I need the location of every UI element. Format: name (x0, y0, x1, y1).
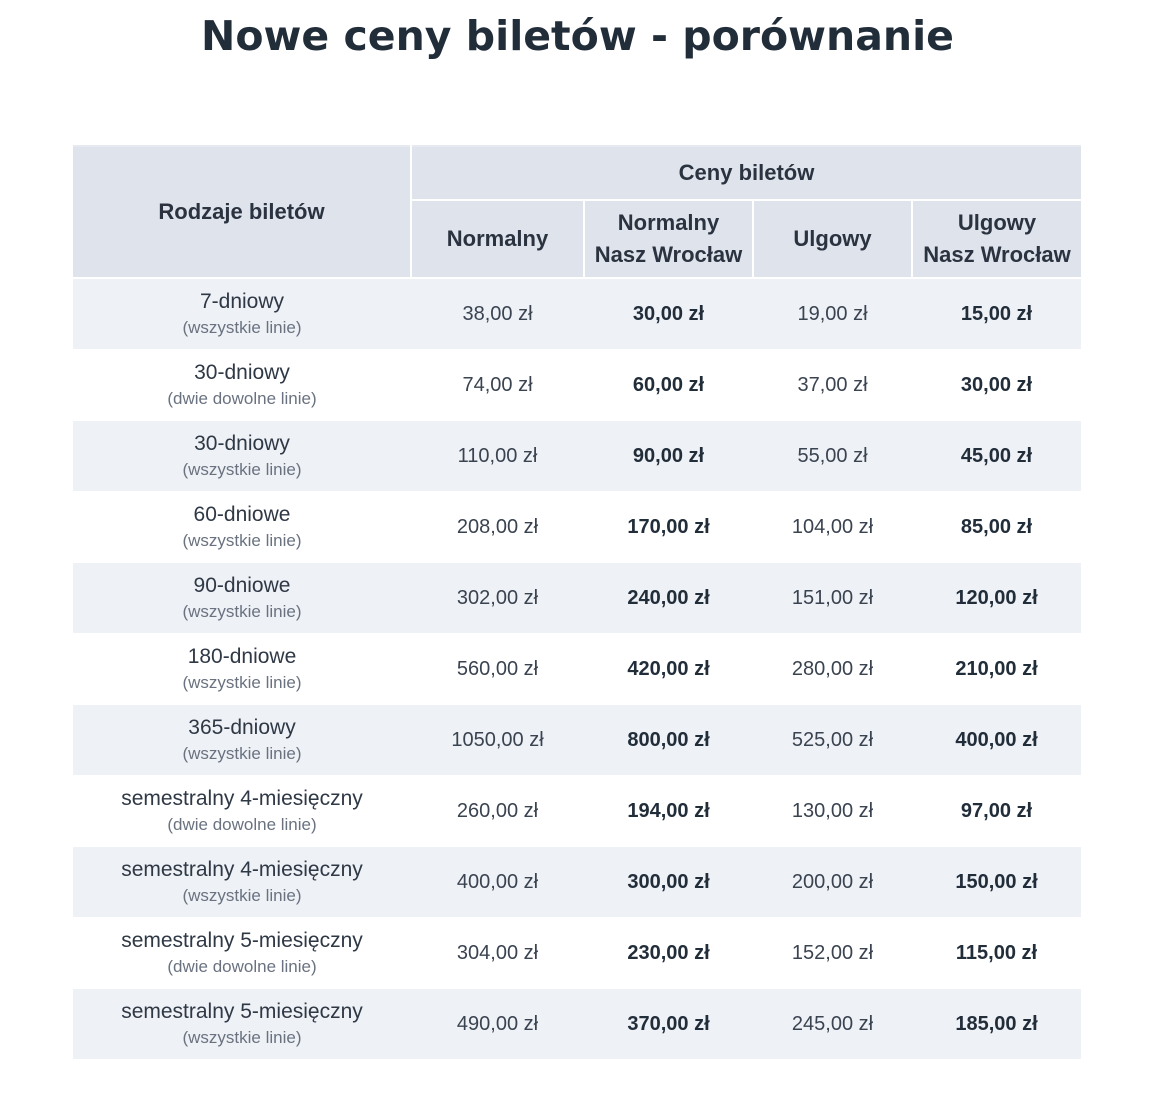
price-ulgowy: 200,00 zł (753, 847, 912, 918)
price-ulgowy-nasz-wroclaw: 210,00 zł (912, 634, 1081, 705)
price-normalny: 260,00 zł (411, 776, 584, 847)
price-normalny: 400,00 zł (411, 847, 584, 918)
price-ulgowy-nasz-wroclaw: 115,00 zł (912, 918, 1081, 989)
header-normalny-nasz-wroclaw (584, 200, 753, 278)
ticket-type-cell (73, 776, 411, 847)
price-ulgowy: 37,00 zł (753, 350, 912, 421)
price-ulgowy: 19,00 zł (753, 278, 912, 350)
header-normalny-nw-line2: Nasz Wrocław (594, 242, 743, 267)
price-ulgowy: 525,00 zł (753, 705, 912, 776)
header-normalny-nw-line1: Normalny (617, 210, 720, 235)
ticket-scope: (wszystkie linie) (182, 318, 302, 337)
ticket-type-cell (73, 705, 411, 776)
ticket-type-cell (73, 847, 411, 918)
table-row (73, 278, 1081, 350)
ticket-name: 7-dniowy (199, 290, 285, 313)
price-normalny: 1050,00 zł (411, 705, 584, 776)
price-ulgowy-nasz-wroclaw: 30,00 zł (912, 350, 1081, 421)
price-ulgowy-nasz-wroclaw: 120,00 zł (912, 563, 1081, 634)
table-row (73, 705, 1081, 776)
price-ulgowy: 151,00 zł (753, 563, 912, 634)
ticket-name: 180-dniowe (187, 645, 297, 668)
price-ulgowy: 245,00 zł (753, 989, 912, 1060)
table-header (73, 146, 1081, 278)
ticket-scope: (wszystkie linie) (182, 744, 302, 763)
price-normalny-nasz-wroclaw: 30,00 zł (584, 278, 753, 350)
ticket-scope: (wszystkie linie) (182, 673, 302, 692)
ticket-name: 90-dniowe (193, 574, 291, 597)
price-ulgowy: 280,00 zł (753, 634, 912, 705)
price-ulgowy: 152,00 zł (753, 918, 912, 989)
ticket-name: 365-dniowy (188, 716, 296, 739)
ticket-name: 30-dniowy (194, 361, 290, 384)
ticket-scope: (wszystkie linie) (182, 531, 302, 550)
price-ulgowy-nasz-wroclaw: 185,00 zł (912, 989, 1081, 1060)
table-row (73, 918, 1081, 989)
header-ulgowy-nasz-wroclaw (912, 200, 1081, 278)
ticket-scope: (wszystkie linie) (182, 1028, 302, 1047)
table-row (73, 989, 1081, 1060)
ticket-scope: (wszystkie linie) (182, 602, 302, 621)
ticket-type-cell (73, 278, 411, 350)
table-row (73, 776, 1081, 847)
price-ulgowy-nasz-wroclaw: 97,00 zł (912, 776, 1081, 847)
price-ulgowy-nasz-wroclaw: 85,00 zł (912, 492, 1081, 563)
table-body (73, 278, 1081, 1059)
price-normalny: 74,00 zł (411, 350, 584, 421)
header-ulgowy-line1: Ulgowy (793, 226, 872, 251)
ticket-type-cell (73, 350, 411, 421)
ticket-name: semestralny 5-miesięczny (121, 1000, 363, 1023)
price-normalny: 560,00 zł (411, 634, 584, 705)
ticket-scope: (dwie dowolne linie) (167, 815, 317, 834)
price-normalny-nasz-wroclaw: 240,00 zł (584, 563, 753, 634)
price-normalny: 38,00 zł (411, 278, 584, 350)
price-ulgowy: 130,00 zł (753, 776, 912, 847)
price-ulgowy-nasz-wroclaw: 400,00 zł (912, 705, 1081, 776)
price-ulgowy-nasz-wroclaw: 45,00 zł (912, 421, 1081, 492)
ticket-name: semestralny 4-miesięczny (121, 858, 363, 881)
table-row (73, 563, 1081, 634)
header-ulgowy (753, 200, 912, 278)
price-normalny-nasz-wroclaw: 800,00 zł (584, 705, 753, 776)
table-row (73, 421, 1081, 492)
price-normalny: 304,00 zł (411, 918, 584, 989)
page-title: Nowe ceny biletów - porównanie (201, 12, 954, 60)
ticket-type-cell (73, 989, 411, 1060)
table-row (73, 350, 1081, 421)
header-ulgowy-nw-line2: Nasz Wrocław (923, 242, 1071, 267)
price-ulgowy: 55,00 zł (753, 421, 912, 492)
price-normalny-nasz-wroclaw: 194,00 zł (584, 776, 753, 847)
ticket-name: 60-dniowe (193, 503, 291, 526)
price-normalny-nasz-wroclaw: 420,00 zł (584, 634, 753, 705)
ticket-name: semestralny 4-miesięczny (121, 787, 363, 810)
table-row (73, 492, 1081, 563)
price-normalny: 302,00 zł (411, 563, 584, 634)
header-ticket-prices: Ceny biletów (411, 146, 1081, 200)
table-row (73, 847, 1081, 918)
price-normalny-nasz-wroclaw: 60,00 zł (584, 350, 753, 421)
price-normalny: 110,00 zł (411, 421, 584, 492)
ticket-type-cell (73, 563, 411, 634)
ticket-type-cell (73, 918, 411, 989)
price-normalny: 490,00 zł (411, 989, 584, 1060)
ticket-scope: (wszystkie linie) (182, 460, 302, 479)
price-ulgowy: 104,00 zł (753, 492, 912, 563)
price-ulgowy-nasz-wroclaw: 15,00 zł (912, 278, 1081, 350)
ticket-type-cell (73, 634, 411, 705)
header-ulgowy-nw-line1: Ulgowy (957, 210, 1037, 235)
ticket-scope: (wszystkie linie) (182, 886, 302, 905)
table-row (73, 634, 1081, 705)
ticket-scope: (dwie dowolne linie) (167, 957, 317, 976)
price-normalny: 208,00 zł (411, 492, 584, 563)
header-normalny-line1: Normalny (446, 226, 549, 251)
price-normalny-nasz-wroclaw: 90,00 zł (584, 421, 753, 492)
price-normalny-nasz-wroclaw: 170,00 zł (584, 492, 753, 563)
price-normalny-nasz-wroclaw: 230,00 zł (584, 918, 753, 989)
ticket-scope: (dwie dowolne linie) (167, 389, 317, 408)
ticket-name: semestralny 5-miesięczny (121, 929, 363, 952)
price-normalny-nasz-wroclaw: 370,00 zł (584, 989, 753, 1060)
price-ulgowy-nasz-wroclaw: 150,00 zł (912, 847, 1081, 918)
price-comparison-table (73, 145, 1081, 1059)
ticket-type-cell (73, 492, 411, 563)
ticket-type-cell (73, 421, 411, 492)
header-ticket-types: Rodzaje biletów (73, 146, 411, 278)
header-normalny (411, 200, 584, 278)
price-normalny-nasz-wroclaw: 300,00 zł (584, 847, 753, 918)
ticket-name: 30-dniowy (194, 432, 290, 455)
